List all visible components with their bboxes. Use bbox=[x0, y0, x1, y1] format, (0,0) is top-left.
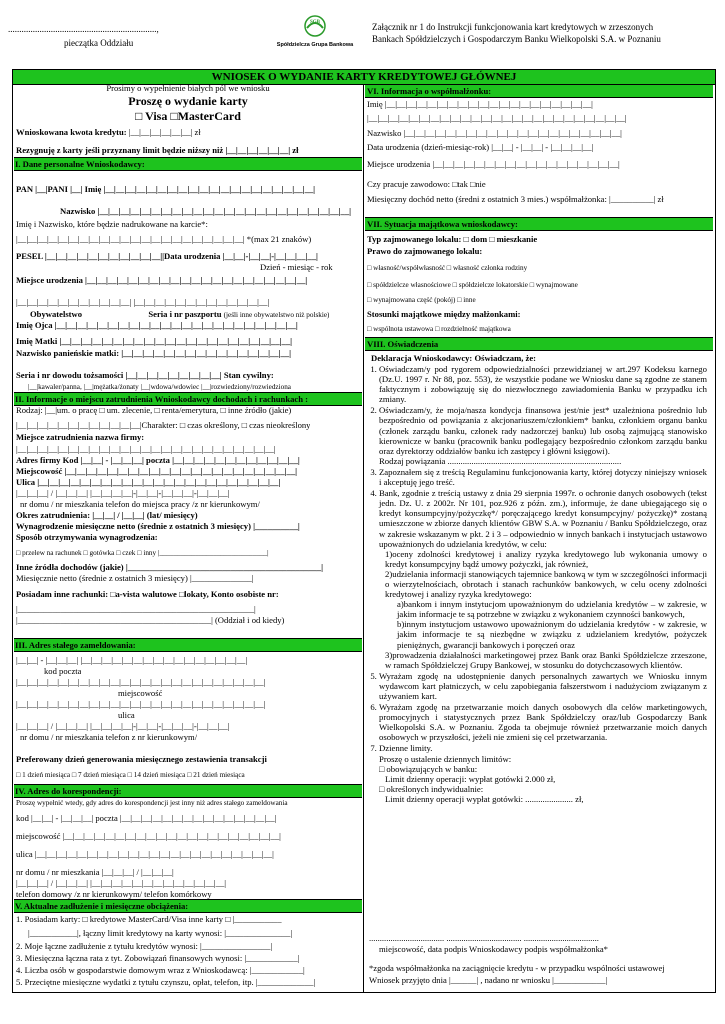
id-document-field[interactable]: Seria i nr dowodu tożsamości |__|__|__|__|__|__|__|__|__| Stan cywilny: bbox=[16, 371, 274, 380]
declaration-4-3: 3)prowadzenia działalności marketingowej przez Bank oraz Banki Spółdzielcze zrzeszone, w ramach Spółdzielczej Grupy Bankowej, w stosunku do dotychczasowych klientów. bbox=[385, 649, 707, 670]
other-accounts-options[interactable]: Posiadam inne rachunki: □a-vista walutowe □lokaty, Konto osobiste nr: bbox=[16, 590, 279, 599]
household-size-field[interactable]: 4. Liczba osób w gospodarstwie domowym wraz z Wnioskodawcą: |____________| bbox=[16, 966, 305, 975]
declaration-2-relation[interactable]: Rodzaj powiązania ................................................................................ bbox=[379, 455, 622, 466]
monthly-expenses-field[interactable]: 5. Przeciętne miesięczne wydatki z tytułu czynszu, opłat, telefon, itp. |_____________| bbox=[16, 978, 316, 987]
correspondence-note: Proszę wypełnić wtedy, gdy adres do korespondencji jest inny niż adres stałego zameldowania bbox=[16, 799, 288, 807]
maiden-name-field[interactable]: Nazwisko panieńskie matki: |__|__|__|__|__|__|__|__|__|__|__|__|__|__|__|__| bbox=[16, 349, 291, 358]
account-branch-field[interactable]: |_____________________________________________| (Oddział i od kiedy) bbox=[16, 616, 285, 625]
citizenship-id-field[interactable]: |__|__|__|__|__|__|__|__|__|__|__| |__|__|__|__|__|__|__|__|__|__|__|__|__| bbox=[16, 298, 270, 307]
marital-property-label: Stosunki majątkowe między małżonkami: bbox=[367, 310, 521, 319]
daily-limit-default-option[interactable]: □ obowiązujących w banku: bbox=[379, 763, 478, 774]
declaration-6: 6. Wyrażam zgodę na przetwarzanie moich danych osobowych dla celów marketingowych, promocyjnych i statystycznych przez Bank Spółdzielczy oraz/lub Gospodarczy Bank Wielkopolski S.A. w Poznaniu. Zgoda ta obejmuje również przetwarzanie moich danych osobowych w przyszłości, jeżeli nie zmieni się cel przetwarzania. bbox=[379, 702, 707, 742]
perm-street-hint: ulica bbox=[118, 711, 135, 720]
premises-type-options[interactable]: Typ zajmowanego lokalu: □ dom □ mieszkanie bbox=[367, 235, 538, 244]
employer-field[interactable]: |__|__|__|__|__|__|__|__|__|__|__|__|__|__|__|__|__|__|__|__|__|__|__|__|__| bbox=[16, 445, 276, 454]
section-5-header: V. Aktualne zadłużenie i miesięczne obciążenia: bbox=[14, 899, 362, 913]
corr-city-field[interactable]: miejscowość |__|__|__|__|__|__|__|__|__|__|__|__|__|__|__|__|__|__|__|__|__| bbox=[16, 832, 281, 841]
corr-phones-field[interactable]: |__|__|__| / |__|__|__| |__|__|__|__|__|__|__|__|__|__|__|__|__| bbox=[16, 879, 226, 888]
stamp-dots: .................................................................., bbox=[8, 24, 159, 34]
pay-method-label: Sposób otrzymywania wynagrodzenia: bbox=[16, 533, 158, 542]
declaration-4 bbox=[379, 488, 707, 670]
premises-right-options-1[interactable]: □ własność/współwłasność □ własność członka rodziny bbox=[367, 264, 528, 272]
footnote: *zgoda współmałżonka na zaciągnięcie kredytu - w przypadku wspólności ustawowej bbox=[369, 964, 665, 973]
other-income-field[interactable]: Inne źródła dochodów (jakie) |_____________________________________________| bbox=[16, 563, 323, 572]
birthplace-field[interactable]: Miejsce urodzenia |__|__|__|__|__|__|__|__|__|__|__|__|__|__|__|__|__|__|__|__|__| bbox=[16, 276, 308, 285]
other-income-amount-field[interactable]: Miesięcznie netto (średnie z ostatnich 3 miesięcy) |______________| bbox=[16, 574, 254, 583]
employment-character[interactable]: |__|__|__|__|__|__|__|__|__|__|__|__|Charakter: □ czas określony, □ czas nieokreślony bbox=[16, 421, 311, 430]
debt-total-field[interactable]: 2. Moje łączne zadłużenie z tytułu kredytów wynosi: |________________| bbox=[16, 942, 273, 951]
section-7-header: VII. Sytuacja majątkowa wnioskodawcy: bbox=[365, 217, 713, 231]
employer-house-phone-hint: nr domu / nr mieszkania telefon do miejsca pracy /z nr kierunkowym/ bbox=[20, 500, 260, 509]
corr-street-field[interactable]: ulica |__|__|__|__|__|__|__|__|__|__|__|__|__|__|__|__|__|__|__|__|__|__|__| bbox=[16, 850, 274, 859]
section-4-header: IV. Adres do korespondencji: bbox=[14, 784, 362, 798]
declaration-4-1: 1)oceny zdolności kredytowej i analizy ryzyka kredytowego lub wykonania umowy o kredyt konsumpcyjny bądź umowy pożyczki, jak również, bbox=[385, 548, 707, 569]
logo-mark: SGB bbox=[309, 20, 320, 25]
statement-day-label: Preferowany dzień generowania miesięcznego zestawienia transakcji bbox=[16, 755, 267, 764]
spouse-dob-field[interactable]: Data urodzenia (dzień-miesiąc-rok) |__|__| - |__|__| - |__|__|__|__| bbox=[367, 143, 594, 152]
corr-house-hint[interactable]: nr domu / nr mieszkania |__|__|__| / |__|__|__| bbox=[16, 868, 174, 877]
declaration-4-2b: b)innym instytucjom ustawowo upoważnionym do udzielania kredytów - w zakresie, w jakim informacje te są niezbędne w związku z udzielaniem kredytów, pożyczek pieniężnych, gwarancji bankowych i poręczeń oraz bbox=[397, 619, 707, 650]
daily-limit-custom-option[interactable]: □ określonych indywidualnie: bbox=[379, 783, 484, 794]
statement-day-options[interactable]: □ 1 dzień miesiąca □ 7 dzień miesiąca □ 14 dzień miesiąca □ 21 dzień miesiąca bbox=[16, 771, 245, 779]
spouse-name-field[interactable]: Imię |__|__|__|__|__|__|__|__|__|__|__|__|__|__|__|__|__|__|__|__| bbox=[367, 100, 593, 109]
attachment-line-2: Bankach Spółdzielczych i Gospodarczym Banku Wielkopolski S.A. w Poznaniu bbox=[372, 34, 661, 44]
section-1-header: I. Dane personalne Wnioskodawcy: bbox=[14, 157, 362, 171]
declaration-2 bbox=[379, 405, 707, 466]
signature-lines[interactable]: ................................... ................................... ................................... bbox=[369, 934, 599, 943]
card-name-label: Imię i Nazwisko, które będzie nadrukowane na karcie*: bbox=[16, 220, 208, 229]
premises-right-label: Prawo do zajmowanego lokalu: bbox=[367, 247, 483, 256]
declaration-4-2: 2)udzielania informacji stanowiących tajemnice bankową w tym w szczególności informacji o wierzytelnościach, obrotach i stanach rachunków bankowych, w celu oceny zdolności kredytowej i analizy ryzyka kredytowego: bbox=[385, 568, 707, 600]
corr-code-field[interactable]: kod |__|__| - |__|__|__| poczta |__|__|__|__|__|__|__|__|__|__|__|__|__|__|__| bbox=[16, 814, 277, 823]
declaration-2-text: Oświadczam/y, że moja/nasza kondycja finansowa jest/nie jest* uzależniona pośrednio lub bezpośrednio od powiązania z akcjonariuszem/członkiem* banku, członkiem organu banku (członek zarządu banku, członek rady nadzorczej banku) lub osobą zajmującą stanowisko kierownicze w banku (pracownik banku podlegający bezpośrednio członkom zarządu banku oraz dyrektorzy oddziałów banku ich zastępcy i główni księgowi). bbox=[379, 405, 707, 456]
amount-label: Wnioskowana kwota kredytu: bbox=[16, 128, 127, 137]
declaration-4-text: Bank, zgodnie z treścią ustawy z dnia 29 sierpnia 1997r. o ochronie danych osobowych (tekst jedn. Dz. U. z 2002r. Nr 101, poz.926 z późn. zm.), informuje, że dane ubiegającego się o kredyt konsumpcyjny/pożyczkę*/ poręczającego kredyt konsumpcyjny/ pożyczkę)* zostaną umieszczone w zbiorze danych klientów GBW S.A. w Poznaniu / Banku Spółdzielczego, oraz w zakresie wskazanym w pkt. 2 i 3 – odpowiednio w innych bankach i instytucjach ustawowo upoważnionych do udzielania kredytów, w celu: bbox=[379, 488, 707, 549]
debt-monthly-installment-field[interactable]: 3. Miesięczna łączna rata z tyt. Zobowiązań finansowych wynosi: |____________| bbox=[16, 954, 300, 963]
card-type-options[interactable]: □ Visa □MasterCard bbox=[135, 110, 241, 123]
pan-name-field[interactable]: PAN |__|PANI |__| Imię |__|__|__|__|__|__|__|__|__|__|__|__|__|__|__|__|__|__|__|__| bbox=[16, 185, 316, 194]
resign-label: Rezygnuję z karty jeśli przyznany limit będzie niższy niż bbox=[16, 146, 224, 155]
received-field[interactable]: Wniosek przyjęto dnia |______| , nadano nr wniosku |____________| bbox=[369, 976, 608, 985]
amount-field[interactable]: |__|__|__|__|__|__| zł bbox=[128, 128, 201, 137]
attachment-line-1: Załącznik nr 1 do Instrukcji funkcjonowania kart kredytowych w zrzeszonych bbox=[372, 22, 654, 32]
debt-cards-field[interactable]: 1. Posiadam karty: □ kredytowe MasterCard/Visa inne karty □ |___________ bbox=[16, 915, 282, 924]
employer-address-field[interactable]: Adres firmy Kod |__|__| - |__|__|__| poczta |__|__|__|__|__|__|__|__|__|__|__|__| bbox=[16, 456, 300, 465]
signature-labels: miejscowość, data podpis Wnioskodawcy podpis współmałżonka* bbox=[379, 945, 608, 954]
declaration-5: 5. Wyrażam zgodę na udostępnienie danych personalnych zawartych we Wniosku innym wydawcom kart płatniczych, w celu zapobiegania fałszerstwom i nadużyciom związanym z używaniem kart. bbox=[379, 671, 707, 701]
employer-house-phone-field[interactable]: |__|__|__| / |__|__|__| |__|__|__|__|-|__|__|-|__|__|__|-|__|__|__| bbox=[16, 489, 230, 498]
spouse-birthplace-field[interactable]: Miejsce urodzenia |__|__|__|__|__|__|__|__|__|__|__|__|__|__|__|__|__|__| bbox=[367, 160, 620, 169]
section-6-header: VI. Informacja o współmałżonku: bbox=[365, 84, 713, 98]
surname-field[interactable]: Nazwisko |__|__|__|__|__|__|__|__|__|__|__|__|__|__|__|__|__|__|__|__|__|__|__|__| bbox=[60, 207, 352, 216]
perm-city-field[interactable]: |__|__|__|__|__|__|__|__|__|__|__|__|__|__|__|__|__|__|__|__|__|__|__|__| bbox=[16, 678, 266, 687]
pesel-dob-field[interactable]: PESEL |__|__|__|__|__|__|__|__|__|__|__||Data urodzenia |__|__|-|__|__|-|__|__|__|__| bbox=[16, 252, 318, 261]
spouse-income-field[interactable]: Miesięczny dochód netto (średni z ostatnich 3 mies.) współmałżonka: |__________| zł bbox=[367, 195, 664, 204]
declaration-3: 3. Zapoznałem się z treścią Regulaminu funkcjonowania karty, której dotyczy niniejszy wniosek i akceptuję jego treść. bbox=[379, 467, 707, 487]
pay-method-options[interactable]: □ przelew na rachunek □ gotówka □ czek □ inny |______________________________| bbox=[16, 549, 269, 557]
fill-note: Prosimy o wypełnienie białych pól we wniosku bbox=[106, 84, 270, 93]
salary-field[interactable]: Wynagrodzenie miesięczne netto (średnie z ostatnich 3 miesięcy) |__________| bbox=[16, 522, 300, 531]
section-8-header: VIII. Oświadczenia bbox=[365, 337, 713, 351]
left-column bbox=[14, 84, 362, 990]
mother-name-field[interactable]: Imię Matki |__|__|__|__|__|__|__|__|__|__|__|__|__|__|__|__|__|__|__|__|__|__| bbox=[16, 337, 293, 346]
declaration-7 bbox=[379, 743, 707, 804]
marital-status-options[interactable]: |__|kawaler/panna, |__|mężatka/żonaty |__|wdowa/wdowiec |__|rozwiedziony/rozwiedziona bbox=[28, 383, 291, 391]
father-name-field[interactable]: Imię Ojca |__|__|__|__|__|__|__|__|__|__|__|__|__|__|__|__|__|__|__|__|__|__|__| bbox=[16, 321, 298, 330]
debt-cards-limit-field[interactable]: |___________|, łączny limit kredytowy na karty wynosi: |_______________| bbox=[28, 929, 293, 938]
account-number-field[interactable]: |_______________________________________________________| bbox=[16, 605, 256, 614]
resign-field[interactable]: |__|__|__|__|__|__| zł bbox=[225, 146, 299, 155]
column-divider bbox=[363, 84, 364, 993]
right-column bbox=[365, 84, 713, 990]
spouse-name-field-2[interactable]: |__|__|__|__|__|__|__|__|__|__|__|__|__|__|__|__|__|__|__|__|__|__|__|__|__| bbox=[367, 114, 627, 123]
perm-code-hint: kod poczta bbox=[44, 667, 82, 676]
declaration-1: 1. Oświadczam/y pod rygorem odpowiedzialności przewidzianej w art.297 Kodeksu karnego (Dz.U. 1997 r. Nr 88, poz. 553), że wszystkie podane we Wniosku dane są zgodne ze stanem faktycznym i zobowiązuję się do niezwłocznego zawiadomienia Banku w przypadku ich zmiany. bbox=[379, 364, 707, 404]
section-2-header: II. Informacje o miejscu zatrudnienia Wnioskodawcy dochodach i rachunkach : bbox=[14, 392, 362, 406]
perm-house-phone-hint: nr domu / nr mieszkania telefon z nr kierunkowym/ bbox=[20, 733, 198, 742]
premises-right-options-2[interactable]: □ spółdzielcze własnościowe □ spółdzielcze lokatorskie □ wynajmowane bbox=[367, 281, 578, 289]
perm-code-field[interactable]: |__|__| - |__|__|__| |__|__|__|__|__|__|__|__|__|__|__|__|__|__|__|__| bbox=[16, 656, 248, 665]
logo-text: Spółdzielcza Grupa Bankowa bbox=[276, 42, 354, 48]
stamp-label: pieczątka Oddziału bbox=[64, 38, 134, 48]
spouse-surname-field[interactable]: Nazwisko |__|__|__|__|__|__|__|__|__|__|__|__|__|__|__|__|__|__|__|__|__| bbox=[367, 129, 622, 138]
perm-house-phone-field[interactable]: |__|__|__| / |__|__|__| |__|__|__|__|-|__|__|-|__|__|__|-|__|__|__| bbox=[16, 722, 230, 731]
request-heading: Proszę o wydanie karty bbox=[128, 95, 248, 108]
card-name-field[interactable]: |__|__|__|__|__|__|__|__|__|__|__|__|__|__|__|__|__|__|__|__|__|__| *(max 21 znaków) bbox=[16, 235, 312, 244]
dob-hint: Dzień - miesiąc - rok bbox=[260, 263, 333, 272]
declaration-7-a: Proszę o ustalenie dziennych limitów: bbox=[379, 753, 512, 764]
logo bbox=[268, 14, 362, 54]
employer-label: Miejsce zatrudnienia nazwa firmy: bbox=[16, 433, 145, 442]
premises-right-options-3[interactable]: □ wynajmowana część (pokój) □ inne bbox=[367, 296, 476, 304]
daily-limit-custom-field[interactable]: Limit dzienny operacji wypłat gotówki: ...................... zł, bbox=[385, 793, 584, 804]
perm-city-hint: miejscowość bbox=[118, 689, 163, 698]
perm-street-field[interactable]: |__|__|__|__|__|__|__|__|__|__|__|__|__|__|__|__|__|__|__|__|__|__|__|__| bbox=[16, 700, 266, 709]
declarations-list bbox=[365, 364, 707, 805]
declaration-4-2a: a)bankom i innym instytucjom upoważnionym do udzielania kredytów – w zakresie, w jakim informacje te są potrzebne w związku z wykonaniem czynności bankowych, bbox=[397, 599, 707, 620]
corr-phones-hint: telefon domowy /z nr kierunkowym/ telefon komórkowy bbox=[16, 890, 212, 899]
daily-limit-default-text: Limit dzienny operacji: wypłat gotówki 2.000 zł, bbox=[385, 773, 556, 784]
declaration-intro: Deklaracja Wnioskodawcy: Oświadczam, że: bbox=[371, 354, 537, 363]
income-type-options[interactable]: Rodzaj: |__|um. o pracę □ um. zlecenie, □ renta/emerytura, □ inne źródło (jakie) bbox=[16, 406, 292, 415]
declaration-7-title: Dzienne limity. bbox=[379, 743, 433, 754]
passport-note: (jeśli inne obywatelstwo niż polskie) bbox=[223, 311, 330, 319]
marital-property-options[interactable]: □ wspólnota ustawowa □ rozdzielność majątkowa bbox=[367, 325, 511, 333]
spouse-works-options[interactable]: Czy pracuje zawodowo: □tak □nie bbox=[367, 180, 486, 189]
section-3-header: III. Adres stałego zameldowania: bbox=[14, 638, 362, 652]
employer-street-field[interactable]: Ulica |__|__|__|__|__|__|__|__|__|__|__|__|__|__|__|__|__|__|__|__|__|__|__| bbox=[16, 478, 281, 487]
employer-city-field[interactable]: Miejscowość |__|__|__|__|__|__|__|__|__|__|__|__|__|__|__|__|__|__|__|__|__|__| bbox=[16, 467, 298, 476]
employment-period-field[interactable]: Okres zatrudnienia: |__|__| / |__|__| (lat/ miesięcy) bbox=[16, 511, 198, 520]
passport-label: Seria i nr paszportu bbox=[148, 310, 222, 319]
form-title: WNIOSEK O WYDANIE KARTY KREDYTOWEJ GŁÓWNEJ bbox=[12, 69, 716, 85]
citizenship-label: Obywatelstwo bbox=[30, 310, 83, 319]
